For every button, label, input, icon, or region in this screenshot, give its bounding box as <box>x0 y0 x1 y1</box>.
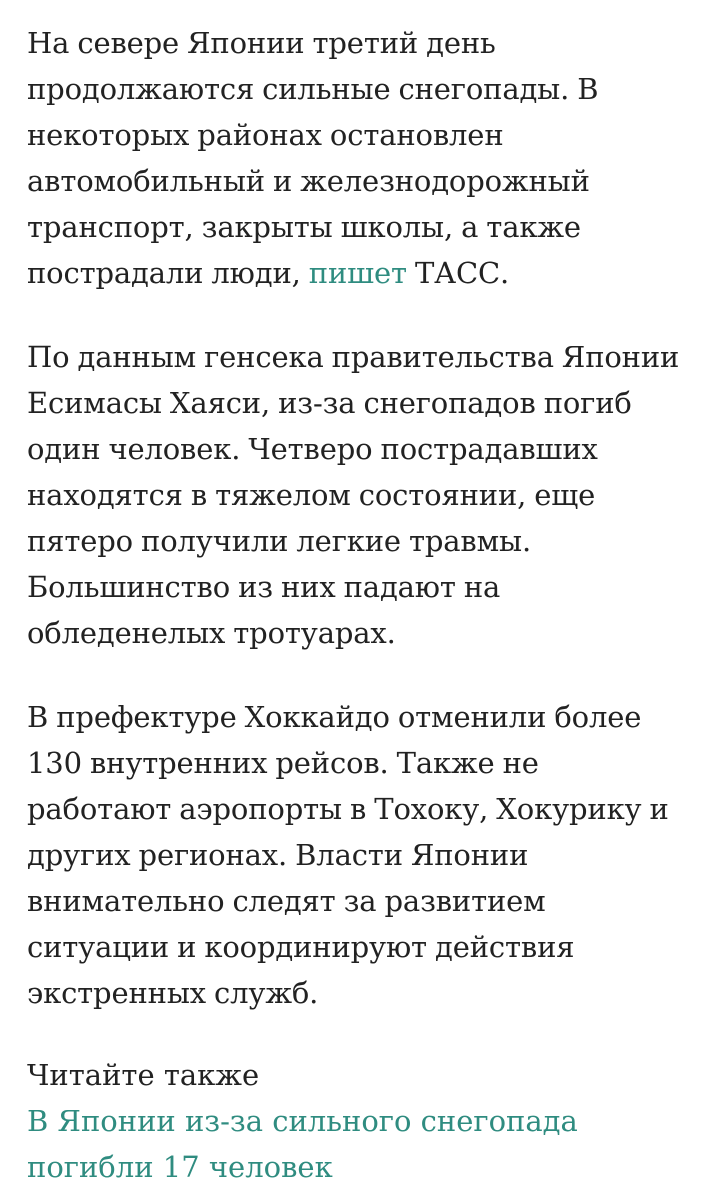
read-also-label: Читайте также <box>27 1058 260 1092</box>
paragraph-text: На севере Японии третий день продолжаются сильные снегопады. В некоторых районах остановлен автомобильный и железнодорожный транспорт, закрыты школы, а также пострадали люди, <box>27 26 599 290</box>
source-link[interactable]: пишет <box>308 256 407 290</box>
related-article-link[interactable]: В Японии из-за сильного снегопада погибли 17 человек <box>27 1104 578 1184</box>
article-paragraph-2: По данным генсека правительства Японии Есимасы Хаяси, из-за снегопадов погиб один человек. Четверо пострадавших находятся в тяжелом состоянии, еще пятеро получили легкие травмы. Большинство из них падают на обледенелых тротуарах. <box>27 340 680 650</box>
article-body <box>27 20 682 1016</box>
article-paragraph-1 <box>27 20 682 296</box>
article-paragraph-3: В префектуре Хоккайдо отменили более 130 внутренних рейсов. Также не работают аэропорты в Тохоку, Хокурику и других регионах. Власти Японии внимательно следят за развитием ситуации и координируют действия экстренных служб. <box>27 700 669 1010</box>
paragraph-text: ТАСС. <box>406 256 510 290</box>
read-also-block <box>27 1052 682 1190</box>
